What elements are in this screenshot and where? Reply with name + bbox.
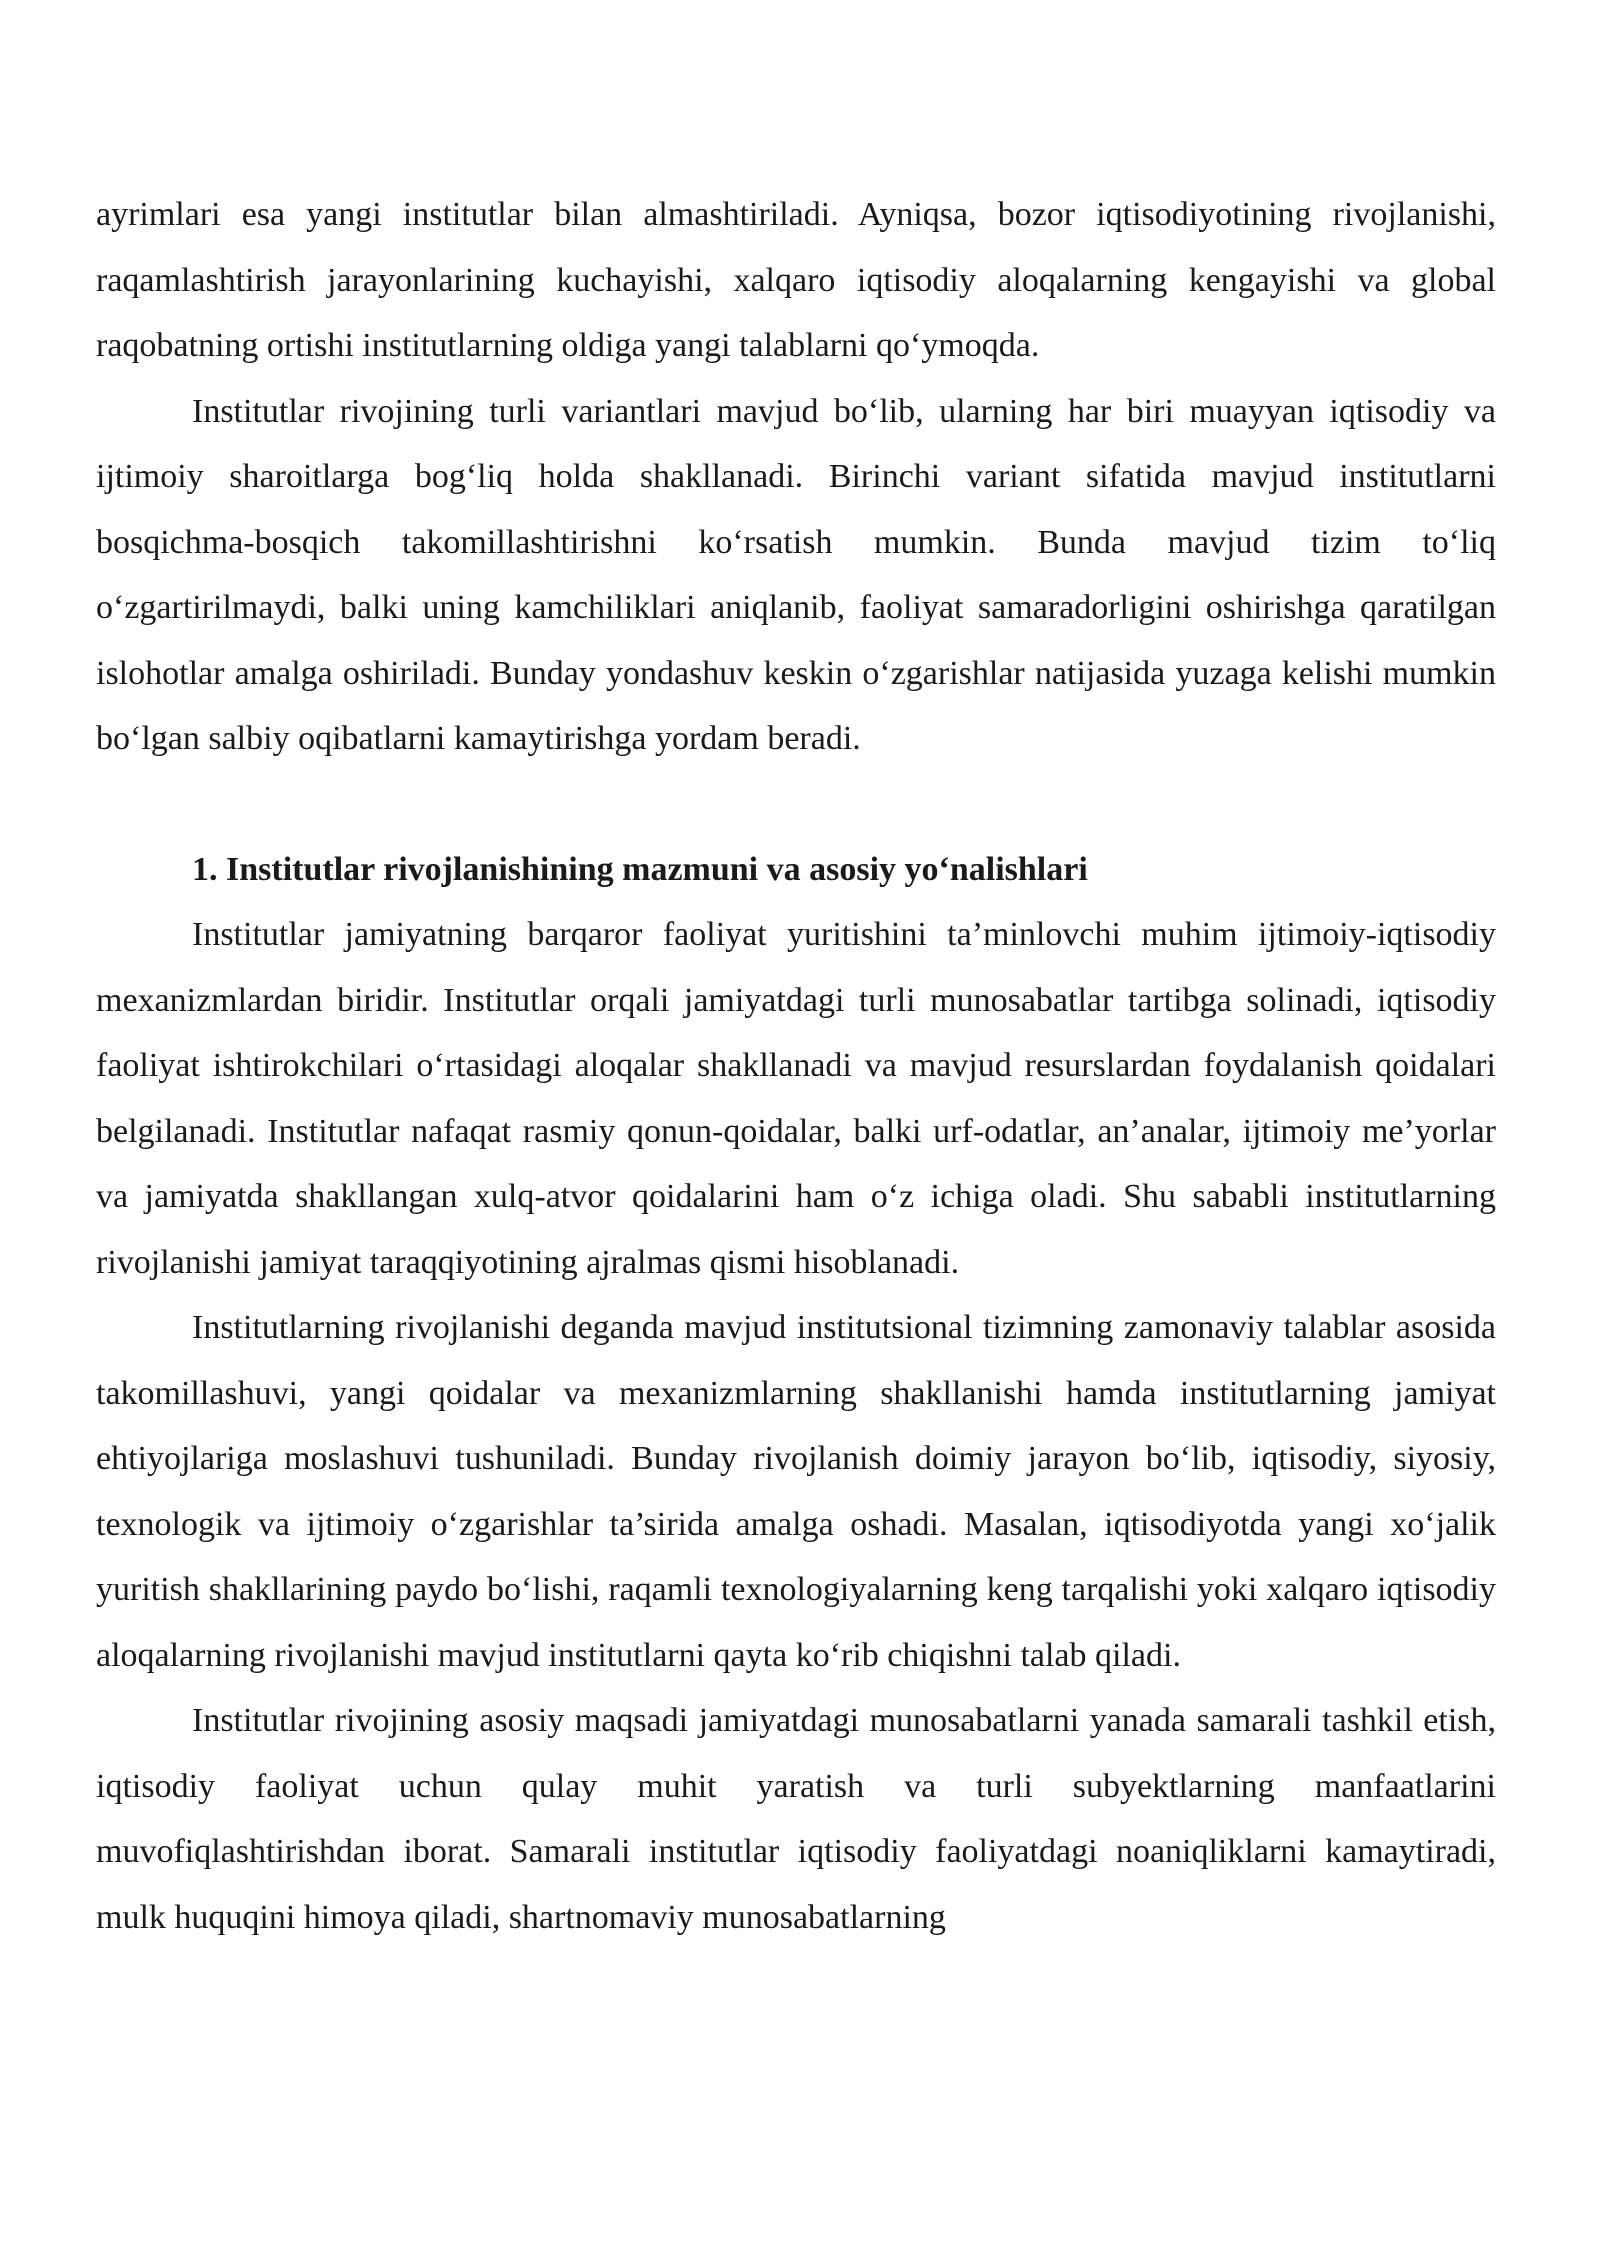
paragraph-continuation: ayrimlari esa yangi institutlar bilan almashtiriladi. Ayniqsa, bozor iqtisodiyotining rivojlanishi, raqamlashtirish jarayonlarining kuchayishi, xalqaro iqtisodiy aloqalarning kengayishi va global raqobatning ortishi institutlarning oldiga yangi talablarni qo‘ymoqda. [96,196,1496,364]
document-page [96,182,1496,1950]
paragraph-institution-variants: Institutlar rivojining turli variantlari mavjud bo‘lib, ularning har biri muayyan iqtisodiy va ijtimoiy sharoitlarga bog‘liq holda shakllanadi. Birinchi variant sifatida mavjud institutlarni bosqichma-bosqich takomillashtirishni ko‘rsatish mumkin. Bunda mavjud tizim to‘liq o‘zgartirilmaydi, balki uning kamchiliklari aniqlanib, faoliyat samaradorligini oshirishga qaratilgan islohotlar amalga oshiriladi. Bunday yondashuv keskin o‘zgarishlar natijasida yuzaga kelishi mumkin bo‘lgan salbiy oqibatlarni kamaytirishga yordam beradi. [96,392,1496,757]
section-heading: 1. Institutlar rivojlanishining mazmuni va asosiy yo‘nalishlari [192,850,1088,888]
paragraph-institutions-goal: Institutlar rivojining asosiy maqsadi jamiyatdagi munosabatlarni yanada samarali tashkil etish, iqtisodiy faoliyat uchun qulay muhit yaratish va turli subyektlarning manfaatlarini muvofiqlashtirishdan iborat. Samarali institutlar iqtisodiy faoliyatdagi noaniqliklarni kamaytiradi, mulk huquqini himoya qiladi, shartnomaviy munosabatlarning [96,1702,1496,1936]
paragraph-institutions-definition: Institutlar jamiyatning barqaror faoliyat yuritishini ta’minlovchi muhim ijtimoiy-iqtisodiy mexanizmlardan biridir. Institutlar orqali jamiyatdagi turli munosabatlar tartibga solinadi, iqtisodiy faoliyat ishtirokchilari o‘rtasidagi aloqalar shakllanadi va mavjud resurslardan foydalanish qoidalari belgilanadi. Institutlar nafaqat rasmiy qonun-qoidalar, balki urf-odatlar, an’analar, ijtimoiy me’yorlar va jamiyatda shakllangan xulq-atvor qoidalarini ham o‘z ichiga oladi. Shu sababli institutlarning rivojlanishi jamiyat taraqqiyotining ajralmas qismi hisoblanadi. [96,916,1496,1281]
paragraph-institutions-development: Institutlarning rivojlanishi deganda mavjud institutsional tizimning zamonaviy talablar asosida takomillashuvi, yangi qoidalar va mexanizmlarning shakllanishi hamda institutlarning jamiyat ehtiyojlariga moslashuvi tushuniladi. Bunday rivojlanish doimiy jarayon bo‘lib, iqtisodiy, siyosiy, texnologik va ijtimoiy o‘zgarishlar ta’sirida amalga oshadi. Masalan, iqtisodiyotda yangi xo‘jalik yuritish shakllarining paydo bo‘lishi, raqamli texnologiyalarning keng tarqalishi yoki xalqaro iqtisodiy aloqalarning rivojlanishi mavjud institutlarni qayta ko‘rib chiqishni talab qiladi. [96,1309,1496,1674]
